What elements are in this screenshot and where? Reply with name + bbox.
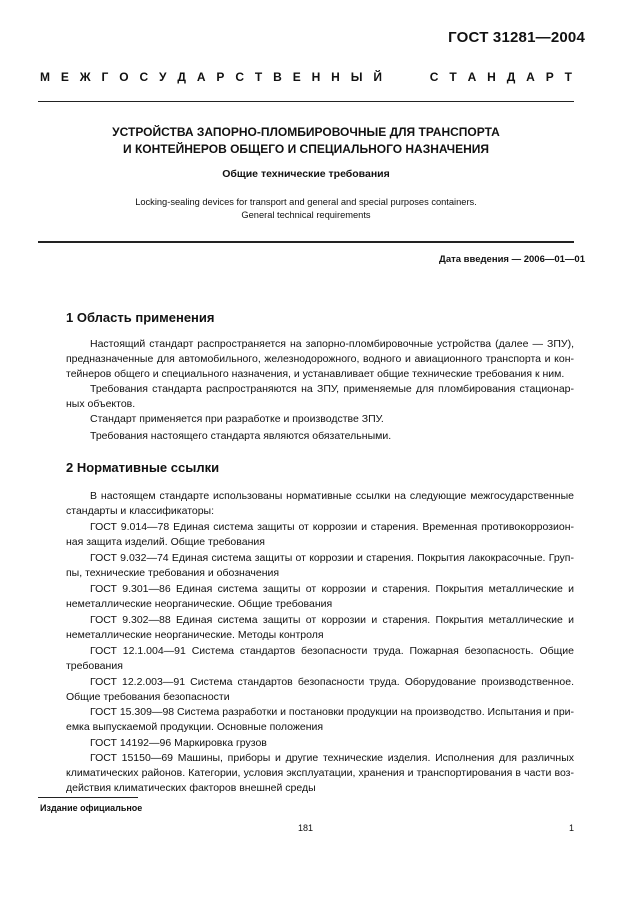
text-line: тейнеров общего и специального назначения, и устанавливает общие технические требования к ним. [66, 368, 565, 380]
banner-letter: Н [487, 70, 496, 84]
introduction-date: Дата введения — 2006—01—01 [439, 254, 585, 265]
page-number-center: 181 [298, 823, 314, 833]
interstate-standard-banner [40, 70, 572, 84]
banner-letter: Т [449, 70, 457, 84]
banner-letter: Р [216, 70, 225, 84]
banner-letter: А [196, 70, 206, 84]
title-line-1: УСТРОЙСТВА ЗАПОРНО-ПЛОМБИРОВОЧНЫЕ ДЛЯ ТРАНСПОРТА [112, 125, 500, 139]
banner-letter: Т [564, 70, 572, 84]
document-subtitle: Общие технические требования [222, 168, 390, 180]
text-line: Стандарт применяется при разработке и производстве ЗПУ. [90, 413, 384, 425]
reference-line: климатических районов. Категории, условия эксплуатации, хранения и транспортирования в части воз- [66, 767, 574, 779]
official-edition-label: Издание официальное [40, 803, 143, 813]
reference-line: требования [66, 660, 123, 672]
banner-letter: Е [292, 70, 301, 84]
reference-line: ГОСТ 14192—96 Маркировка грузов [90, 737, 267, 749]
banner-letter: Д [506, 70, 516, 84]
english-title [40, 196, 572, 222]
page-number-right: 1 [568, 823, 574, 833]
banner-letter: Н [331, 70, 340, 84]
banner-letter: Д [177, 70, 186, 84]
banner-letter: Н [311, 70, 321, 84]
reference-line: емка выпускаемой продукции. Основные положения [66, 721, 324, 733]
reference-line: Общие требования безопасности [66, 691, 230, 703]
banner-letter: Т [254, 70, 263, 84]
banner-letter: У [159, 70, 167, 84]
section-1-heading: 1 Область применения [66, 310, 215, 325]
reference-line: действия климатических факторов внешней среды [66, 782, 316, 794]
reference-line: ГОСТ 12.1.004—91 Система стандартов безопасности труда. Пожарная безопасность. Общие [90, 645, 574, 657]
banner-letter: А [526, 70, 535, 84]
banner-letter: С [429, 70, 439, 84]
section-1-body [66, 337, 574, 447]
english-title-line-2: General technical requirements [241, 210, 371, 220]
banner-letter: С [139, 70, 149, 84]
reference-line: ГОСТ 9.014—78 Единая система защиты от коррозии и старения. Временная противокоррозион- [90, 521, 574, 533]
banner-letter: С [235, 70, 244, 84]
text-line: Требования настоящего стандарта являются обязательными. [90, 430, 392, 442]
reference-line: ГОСТ 15.309—98 Система разработки и постановки продукции на производство. Испытания и при- [90, 706, 575, 718]
reference-line: пы, технические требования и обозначения [66, 567, 280, 579]
banner-letter: А [467, 70, 477, 84]
banner-letter: Ж [79, 70, 91, 84]
standard-number: ГОСТ 31281—2004 [448, 29, 585, 46]
section-2-heading: 2 Нормативные ссылки [66, 460, 220, 475]
banner-letter: Е [60, 70, 69, 84]
text-line: Настоящий стандарт распространяется на запорно-пломбировочные устройства (далее — ЗПУ), [90, 338, 574, 350]
banner-letter: Й [373, 70, 382, 84]
text-line: предназначенные для автомобильного, железнодорожного, водного и авиационного транспорта и кон- [66, 353, 574, 365]
banner-letter: Г [101, 70, 109, 84]
english-title-line-1: Locking-sealing devices for transport and general and special purposes containers. [135, 197, 477, 207]
reference-line: ГОСТ 9.301—86 Единая система защиты от коррозии и старения. Покрытия металлические и [90, 583, 574, 595]
reference-line: неметаллические неорганические. Методы контроля [66, 629, 324, 641]
text-line: ных объектов. [66, 398, 136, 410]
title-divider [38, 241, 574, 243]
banner-letter: М [40, 70, 50, 84]
text-line: В настоящем стандарте использованы нормативные ссылки на следующие межгосударственные [90, 490, 574, 502]
text-line: Требования стандарта распространяются на ЗПУ, применяемые для пломбирования стационар- [90, 383, 574, 395]
reference-line: ГОСТ 15150—69 Машины, приборы и другие технические изделия. Исполнения для различных [90, 752, 574, 764]
title-line-2: И КОНТЕЙНЕРОВ ОБЩЕГО И СПЕЦИАЛЬНОГО НАЗНАЧЕНИЯ [122, 142, 490, 156]
banner-letter [393, 70, 419, 84]
reference-line: ГОСТ 9.032—74 Единая система защиты от коррозии и старения. Покрытия лакокрасочные. Груп- [90, 552, 574, 564]
reference-line: ГОСТ 12.2.003—91 Система стандартов безопасности труда. Оборудование производственное. [90, 676, 574, 688]
reference-line: неметаллические неорганические. Общие требования [66, 598, 333, 610]
banner-letter: Р [545, 70, 554, 84]
banner-letter: О [119, 70, 129, 84]
reference-line: ГОСТ 9.302—88 Единая система защиты от коррозии и старения. Покрытия металлические и [90, 614, 574, 626]
top-divider [38, 101, 574, 102]
banner-letter: В [273, 70, 282, 84]
document-title [40, 124, 572, 158]
reference-line: ная защита изделий. Общие требования [66, 536, 265, 548]
banner-letter: Ы [350, 70, 363, 84]
text-line: стандарты и классификаторы: [66, 505, 215, 517]
footnote-divider [38, 797, 138, 798]
section-2-body [66, 489, 575, 794]
